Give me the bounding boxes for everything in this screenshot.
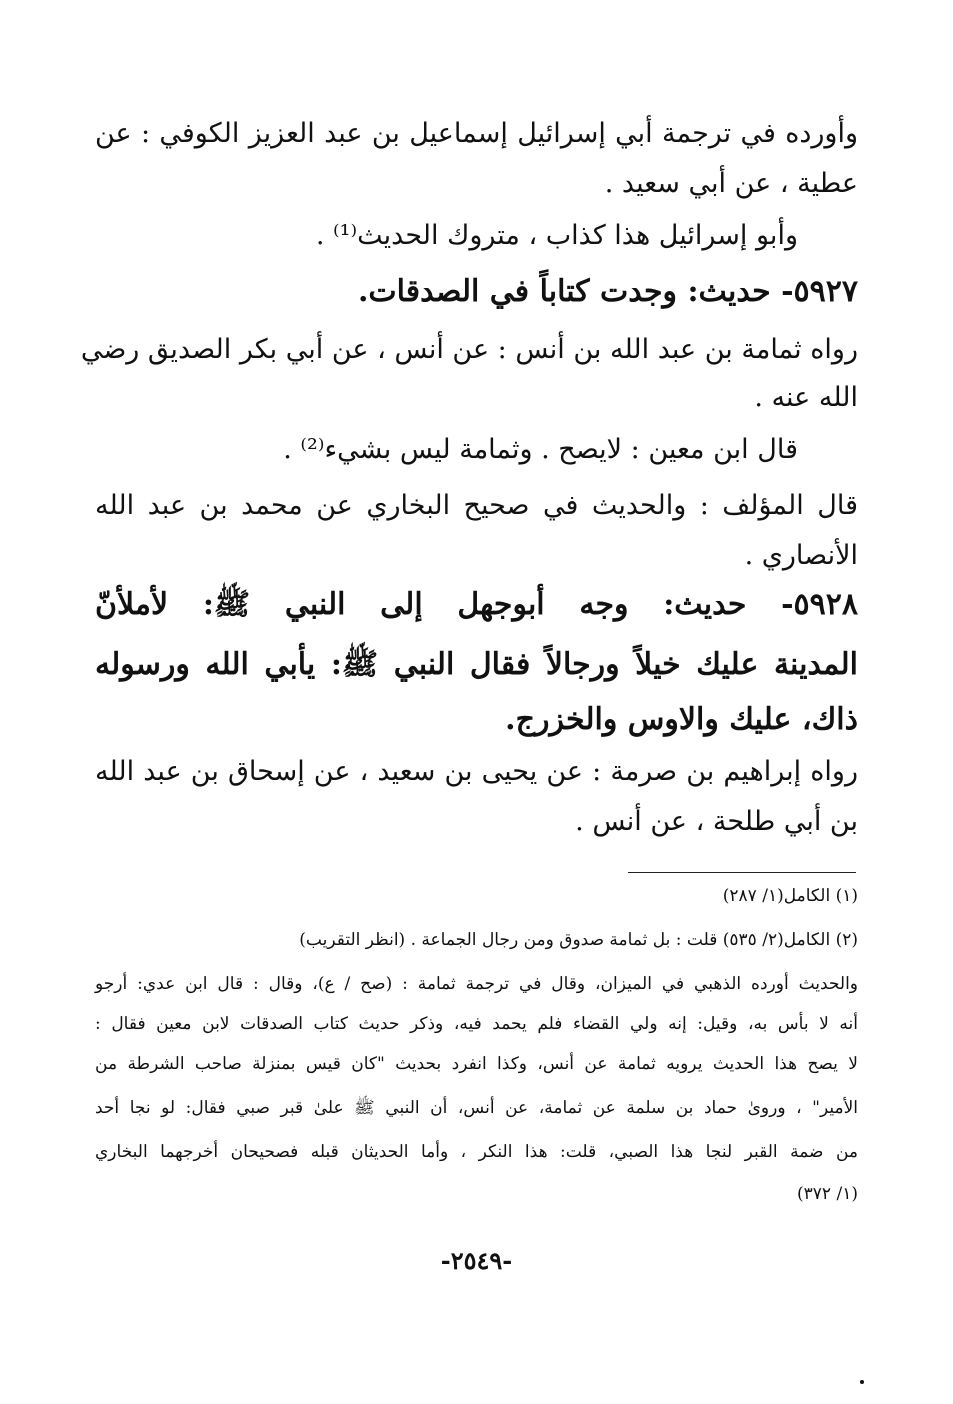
footnote-line: الأمير" ، وروىٰ حماد بن سلمة عن ثمامة، عن أنس، أن النبي ﷺ علىٰ قبر صبي فقال: لو نجا أحد [95,1098,858,1118]
text-line: عطية ، عن أبي سعيد . [604,168,858,199]
footnote: (٢) الكامل(٢/ ٥٣٥) قلت : بل ثمامة صدوق ومن رجال الجماعة . (انظر التقريب) [299,930,858,950]
footnote-line: والحديث أورده الذهبي في الميزان، وقال في ترجمة ثمامة : (صح / ع)، وقال : قال ابن عدي: أرجو [95,974,858,994]
footnote-separator [628,872,856,873]
footnote-line: (١/ ٣٧٢) [797,1184,858,1204]
hadith-heading-line: ذاك، عليك والاوس والخزرج. [505,702,858,737]
text-line: وأورده في ترجمة أبي إسرائيل إسماعيل بن عبد العزيز الكوفي : عن [95,118,858,149]
text-line: رواه إبراهيم بن صرمة : عن يحيى بن سعيد ، عن إسحاق بن عبد الله [95,756,858,787]
text-line: الله عنه . [754,382,858,413]
hadith-heading-line: المدينة عليك خيلاً ورجالاً فقال النبي ﷺ: يأبي الله ورسوله [95,647,858,682]
hadith-heading-5927: ٥٩٢٧- حديث: وجدت كتاباً في الصدقات. [357,274,858,309]
footnote-line: من ضمة القبر لنجا هذا الصبي، قلت: هذا النكر ، وأما الحديثان قبله فصحيحان أخرجهما البخاري [95,1142,859,1162]
scan-speck [860,1380,864,1384]
footnote-line: لا يصح هذا الحديث يرويه ثمامة عن أنس، وكذا انفرد بحديث "كان قيس بمنزلة صاحب الشرطة من [95,1054,858,1074]
text-line: رواه ثمامة بن عبد الله بن أنس : عن أنس ، عن أبي بكر الصديق رضي [80,334,858,365]
text-line: قال ابن معين : لايصح . وثمامة ليس بشيء⁽²⁾ . [283,434,798,465]
footnote-line: أنه لا بأس به، وقيل: إنه ولي القضاء فلم يحمد فيه، وذكر حديث كتاب الصدقات لابن معين فقال : [95,1014,858,1034]
text-line: الأنصاري . [744,540,858,571]
footnote: (١) الكامل(١/ ٢٨٧) [722,886,858,906]
text-line: وأبو إسرائيل هذا كذاب ، متروك الحديث⁽¹⁾ . [315,220,798,251]
author-note-line: قال المؤلف : والحديث في صحيح البخاري عن محمد بن عبد الله [95,490,858,521]
page-number: -٢٥٤٩- [440,1246,513,1275]
hadith-heading-5928: ٥٩٢٨- حديث: وجه أبوجهل إلى النبي ﷺ: لأملأنّ [95,587,858,622]
text-line: بن أبي طلحة ، عن أنس . [575,806,858,837]
